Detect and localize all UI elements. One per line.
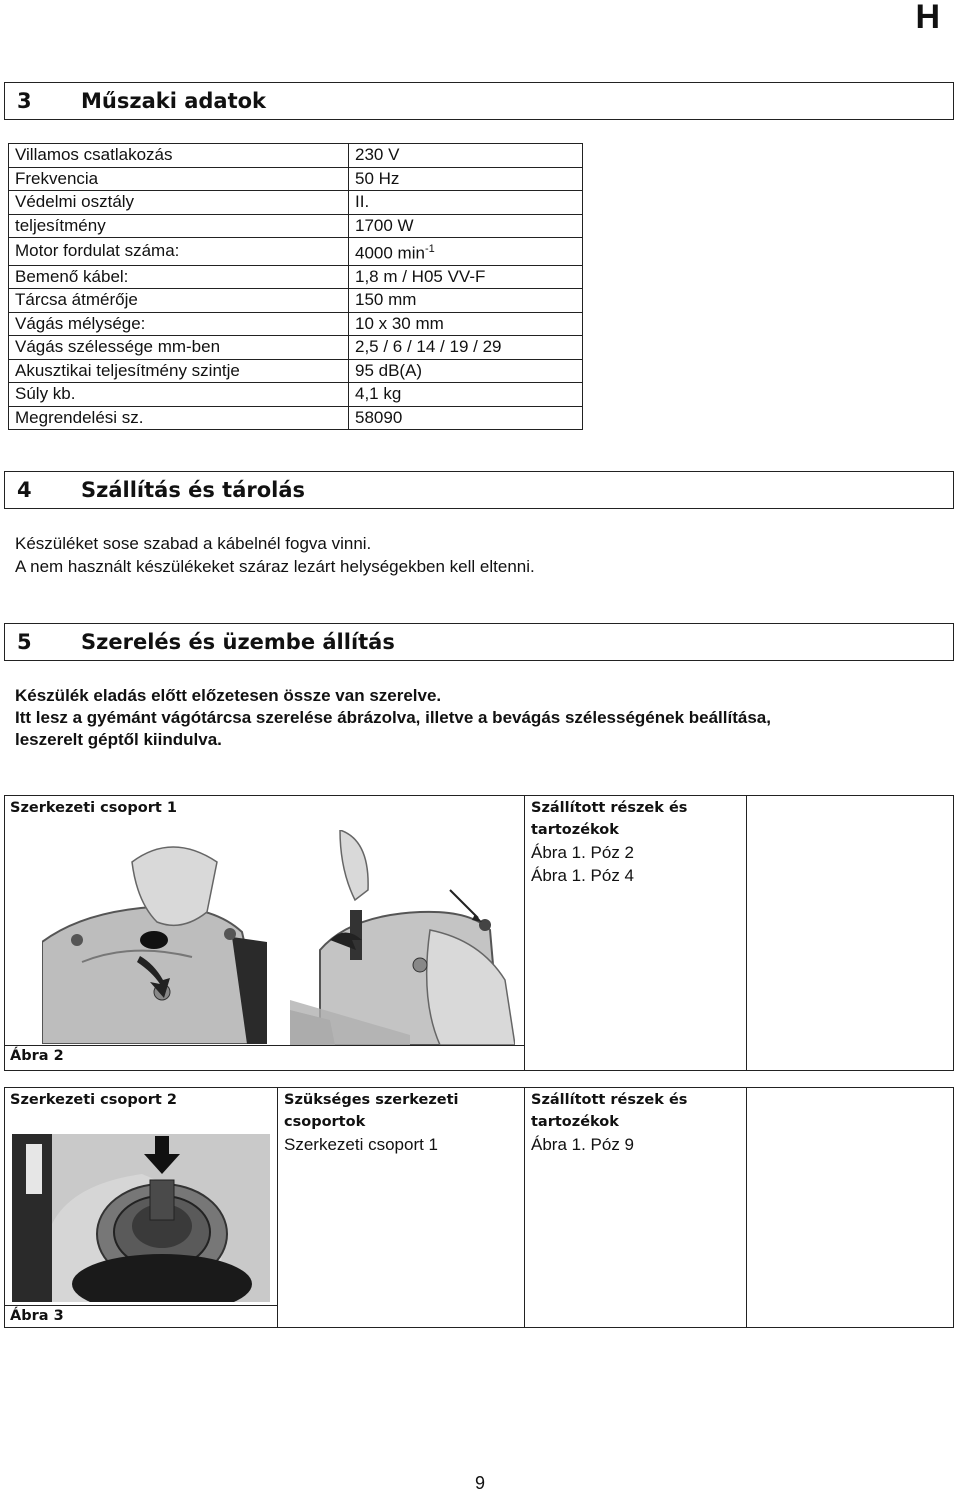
spec-row	[9, 383, 583, 407]
spec-row	[9, 144, 583, 168]
section-5-line-3: leszerelt géptől kiindulva.	[15, 730, 222, 749]
section-5-line-1: Készülék eladás előtt előzetesen össze van szerelve.	[15, 686, 442, 705]
spec-label: Védelmi osztály	[9, 191, 349, 215]
figure-2-photo-left	[42, 822, 267, 1044]
spec-value	[349, 336, 583, 360]
spec-label: Megrendelési sz.	[9, 406, 349, 430]
spec-value-text: 58090	[355, 407, 403, 427]
spec-value	[349, 359, 583, 383]
group-2-title: Szerkezeti csoport 2	[10, 1092, 177, 1108]
spec-value-text: 150 mm	[355, 290, 417, 310]
spec-label: Súly kb.	[9, 383, 349, 407]
group-2-needed-header-2: csoportok	[284, 1114, 366, 1130]
spec-value-text: 10 x 30 mm	[355, 313, 444, 333]
spec-value-text: II.	[355, 192, 370, 212]
spec-label: Akusztikai teljesítmény szintje	[9, 359, 349, 383]
spec-label: Frekvencia	[9, 167, 349, 191]
technical-data-table	[8, 143, 583, 430]
group-2-needed-value: Szerkezeti csoport 1	[284, 1135, 439, 1154]
spec-row	[9, 312, 583, 336]
spec-row	[9, 167, 583, 191]
spec-value-text: 95 dB(A)	[355, 360, 423, 380]
spec-value	[349, 144, 583, 168]
spec-label: Vágás szélessége mm-ben	[9, 336, 349, 360]
spec-label: Villamos csatlakozás	[9, 144, 349, 168]
spec-value	[349, 406, 583, 430]
spec-value-superscript: -1	[424, 243, 435, 255]
section-4-number: 4	[17, 478, 32, 502]
section-3-heading	[4, 82, 954, 120]
section-4-line-1: Készüléket sose szabad a kábelnél fogva vinni.	[15, 534, 372, 553]
section-5-line-2: Itt lesz a gyémánt vágótárcsa szerelése ábrázolva, illetve a bevágás szélességének beállítása,	[15, 708, 771, 727]
corner-language-letter: H	[915, 0, 940, 36]
spec-value	[349, 289, 583, 313]
spec-label: Bemenő kábel:	[9, 265, 349, 289]
section-4-line-2: A nem használt készülékeket száraz lezárt helységekben kell eltenni.	[15, 557, 535, 576]
spec-label: Vágás mélysége:	[9, 312, 349, 336]
figure-2-photo-right	[290, 830, 515, 1045]
figure-3-label: Ábra 3	[10, 1308, 64, 1324]
spec-value	[349, 312, 583, 336]
spec-label: Tárcsa átmérője	[9, 289, 349, 313]
spec-row	[9, 359, 583, 383]
spec-value	[349, 383, 583, 407]
figure-3-photo	[12, 1134, 270, 1302]
spec-row	[9, 289, 583, 313]
spec-row	[9, 238, 583, 266]
group-2-parts-header-1: Szállított részek és	[531, 1092, 688, 1108]
spec-label: teljesítmény	[9, 214, 349, 238]
figure-2-label: Ábra 2	[10, 1048, 64, 1064]
spec-row	[9, 336, 583, 360]
group-1-part-1: Ábra 1. Póz 2	[531, 843, 635, 862]
group-1-title: Szerkezeti csoport 1	[10, 800, 177, 816]
spec-row	[9, 191, 583, 215]
spec-value-text: 4,1 kg	[355, 384, 402, 404]
spec-row	[9, 406, 583, 430]
section-3-number: 3	[17, 89, 32, 113]
spec-value-text: 1,8 m / H05 VV-F	[355, 266, 486, 286]
page-number: 9	[474, 1473, 485, 1493]
section-4-heading	[4, 471, 954, 509]
spec-label: Motor fordulat száma:	[9, 238, 349, 266]
section-4-title: Szállítás és tárolás	[81, 478, 306, 502]
section-3-title: Műszaki adatok	[81, 89, 267, 113]
group-1-parts-header-2: tartozékok	[531, 822, 619, 838]
spec-value-text: 1700 W	[355, 215, 414, 235]
spec-value	[349, 238, 583, 266]
group-2-parts-value: Ábra 1. Póz 9	[531, 1135, 635, 1154]
spec-value	[349, 167, 583, 191]
section-5-title: Szerelés és üzembe állítás	[81, 630, 395, 654]
group-2-needed-header-1: Szükséges szerkezeti	[284, 1092, 459, 1108]
group-2-parts-header-2: tartozékok	[531, 1114, 619, 1130]
spec-row	[9, 265, 583, 289]
group-1-parts-header-1: Szállított részek és	[531, 800, 688, 816]
spec-value	[349, 191, 583, 215]
spec-row	[9, 214, 583, 238]
spec-value	[349, 265, 583, 289]
section-5-heading	[4, 623, 954, 661]
spec-value-text: 4000 min	[355, 243, 425, 263]
spec-value-text: 230 V	[355, 145, 400, 165]
section-5-number: 5	[17, 630, 32, 654]
spec-value-text: 50 Hz	[355, 168, 400, 188]
spec-value	[349, 214, 583, 238]
group-1-part-2: Ábra 1. Póz 4	[531, 866, 635, 885]
spec-value-text: 2,5 / 6 / 14 / 19 / 29	[355, 337, 502, 357]
